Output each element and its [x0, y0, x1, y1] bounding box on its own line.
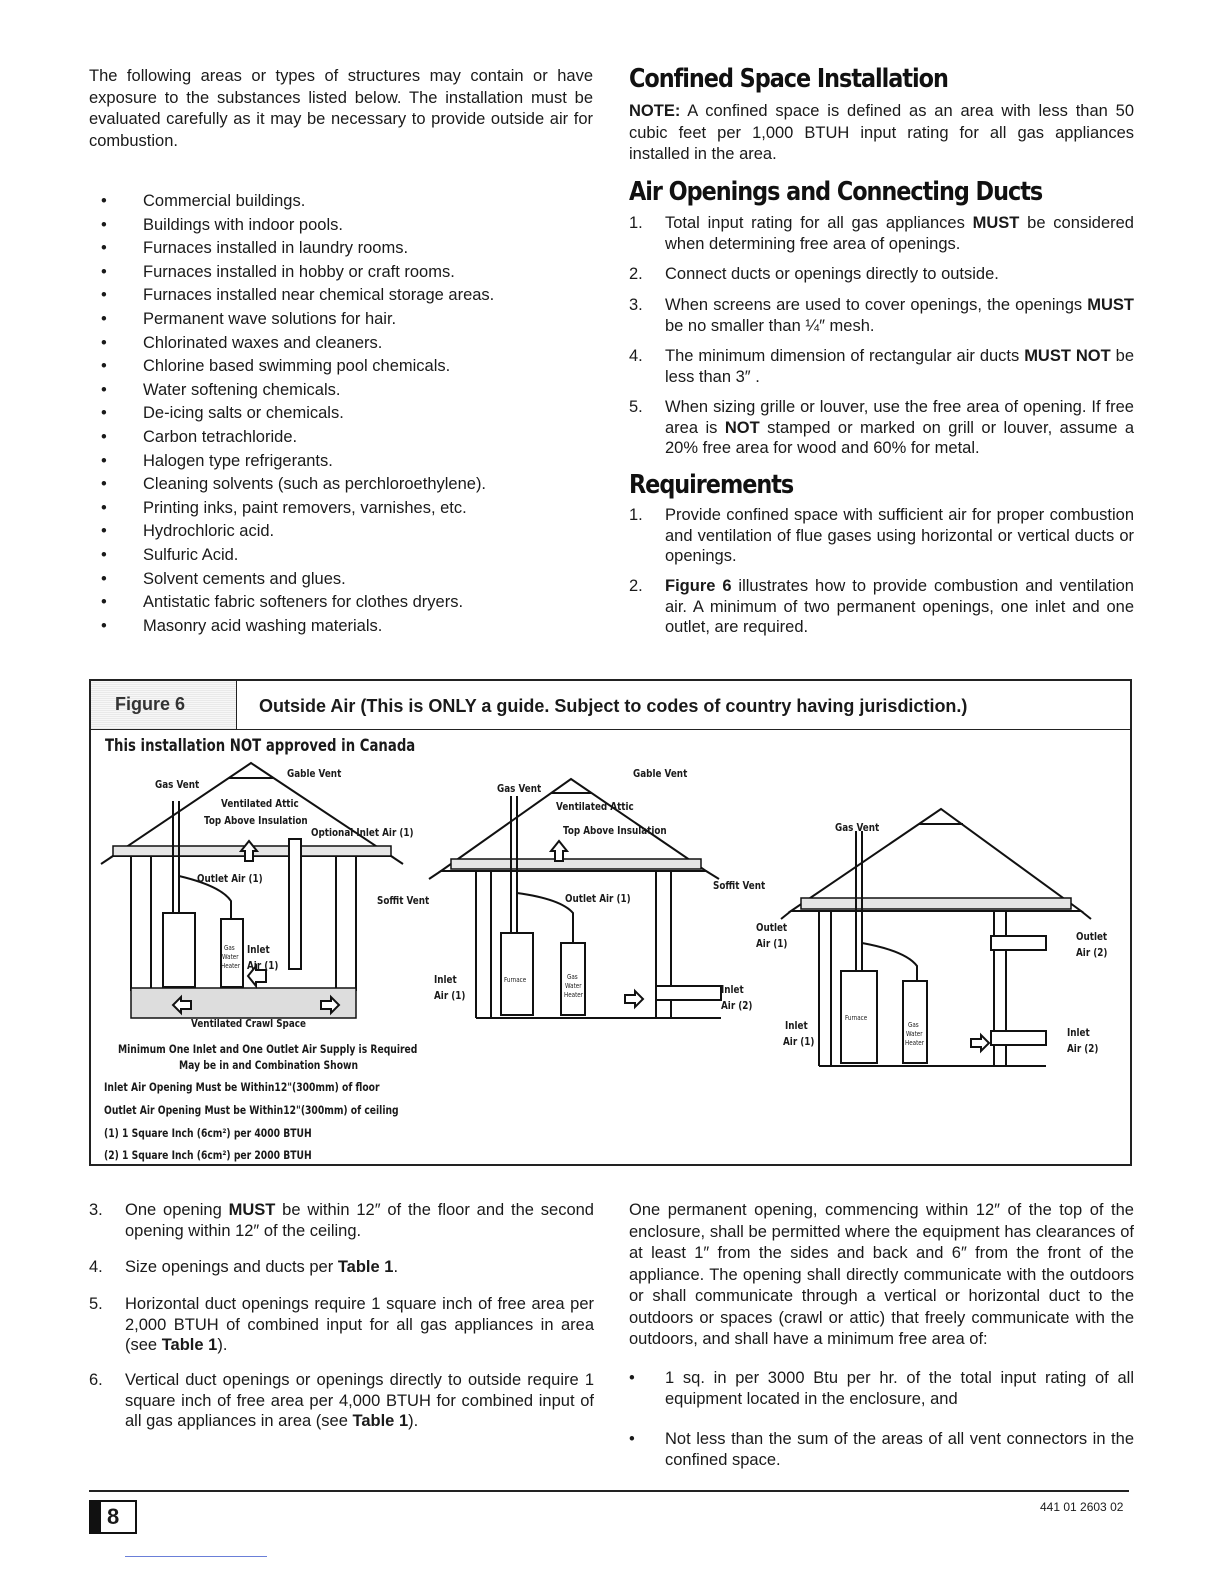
bullet-dot: •	[101, 428, 107, 446]
list-item-text: Buildings with indoor pools.	[143, 215, 343, 234]
h1-top-above-insulation: Top Above Insulation	[204, 814, 308, 827]
h3-heater-label: Heater	[905, 1039, 925, 1047]
list-item-text: Cleaning solvents (such as perchloroethylene).	[143, 475, 487, 494]
item-text-pre: Vertical duct openings or openings directly to outside require 1 square inch of free area per 4,000 BTUH for combined input of all gas appliances in area (see	[125, 1371, 594, 1430]
bullet-dot: •	[101, 262, 107, 281]
house-3-drawing	[781, 809, 1091, 1066]
h1-heater-label: Heater	[221, 962, 241, 970]
item-text	[665, 295, 1134, 336]
requirements-heading: Requirements	[629, 470, 794, 500]
note-5: (1) 1 Square Inch (6cm²) per 4000 BTUH	[104, 1126, 312, 1140]
item-text-post: stamped or marked on grill or louver, assume a 20% free area for wood and 60% for metal.	[665, 418, 1135, 457]
item-text-bold: MUST	[228, 1201, 276, 1219]
item-number: 1.	[629, 506, 643, 524]
item-number: 2.	[629, 265, 643, 283]
air-heading-wrap	[629, 177, 1109, 207]
list-item-text: Antistatic fabric softeners for clothes dryers.	[143, 593, 464, 612]
item-text	[665, 346, 1134, 387]
h1-ventilated-crawl: Ventilated Crawl Space	[191, 1017, 306, 1030]
item-text-post: Provide confined space with sufficient air for proper combustion and ventilation of flue gases using horizontal or vertical ducts or openings.	[665, 506, 1134, 565]
h1-outlet-air: Outlet Air (1)	[197, 872, 263, 885]
page-number-box	[89, 1500, 137, 1534]
item-text-pre: When screens are used to cover openings, the openings	[665, 296, 1088, 314]
h2-gas-label: Gas	[567, 973, 578, 981]
document-code: 441 01 2603 02	[1040, 1500, 1124, 1514]
footer-rule	[89, 1490, 1129, 1492]
bullet-dot: •	[629, 1430, 635, 1448]
note-text: A confined space is defined as an area with less than 50 cubic feet per 1,000 BTUH input rating for all gas appliances installed in the area.	[629, 102, 1134, 163]
item-text-bold: Figure 6	[665, 577, 732, 595]
h2-inlet-left: Inlet	[434, 973, 457, 986]
item-text-pre: Size openings and ducts per	[125, 1258, 338, 1276]
bullet-dot: •	[101, 404, 107, 423]
item-number: 6.	[89, 1371, 103, 1389]
req-heading-wrap	[629, 470, 820, 500]
h3-outlet: Outlet	[756, 921, 788, 934]
bullet-dot: •	[101, 475, 107, 494]
intro-paragraph: The following areas or types of structures may contain or have exposure to the substances listed below. The installation must be evaluated carefully as it may be necessary to provide outside air for combustion.	[89, 67, 593, 150]
h3-air-2-bottom: Air (2)	[1067, 1042, 1099, 1055]
item-text	[125, 1370, 594, 1432]
h3-gas-vent: Gas Vent	[835, 821, 880, 834]
item-number: 1.	[629, 214, 643, 232]
list-item-text: Masonry acid washing materials.	[143, 616, 383, 635]
item-text-pre: One opening	[125, 1201, 229, 1219]
list-item-text: Halogen type refrigerants.	[143, 451, 333, 470]
item-text-post: ).	[217, 1336, 228, 1354]
item-text-bold: NOT	[724, 418, 760, 437]
item-text-pre: When sizing grille or louver, use the free area of opening. If free area is	[665, 398, 1134, 437]
h1-soffit-vent: Soffit Vent	[377, 894, 430, 907]
h1-optional-inlet: Optional Inlet Air (1)	[311, 826, 414, 839]
h3-furnace-label: Furnace	[845, 1014, 868, 1022]
figure-6	[89, 679, 1132, 1166]
item-text	[125, 1200, 594, 1241]
list-item-text: De-icing salts or chemicals.	[143, 404, 344, 423]
h2-soffit-vent: Soffit Vent	[713, 879, 766, 892]
h3-inlet-right: Inlet	[1067, 1026, 1090, 1039]
item-number: 5.	[629, 398, 643, 416]
h2-gas-vent: Gas Vent	[497, 782, 542, 795]
note-1: Minimum One Inlet and One Outlet Air Supply is Required	[118, 1042, 418, 1056]
item-text-post: ).	[408, 1412, 419, 1430]
h1-gas-vent: Gas Vent	[155, 778, 200, 791]
item-text	[125, 1257, 594, 1278]
item-number: 4.	[629, 347, 643, 365]
note-3: Inlet Air Opening Must be Within12"(300mm) of floor	[104, 1080, 380, 1094]
list-item-text: 1 sq. in per 3000 Btu per hr. of the total input rating of all equipment located in the enclosure, and	[665, 1369, 1134, 1408]
list-item-text: Solvent cements and glues.	[143, 569, 346, 588]
h2-air-2: Air (2)	[721, 999, 753, 1012]
confined-note	[629, 101, 1134, 166]
h1-gable-vent: Gable Vent	[287, 767, 342, 780]
h2-furnace-label: Furnace	[504, 976, 527, 984]
page-number-shadow	[91, 1502, 101, 1532]
h2-gable-vent: Gable Vent	[633, 767, 688, 780]
h1-water-label: Water	[222, 953, 239, 961]
list-item-text: Sulfuric Acid.	[143, 546, 239, 564]
h2-inlet-right: Inlet	[721, 983, 744, 996]
bullet-dot: •	[101, 286, 107, 305]
item-text-bold: Table 1	[161, 1336, 218, 1354]
list-item-text: Not less than the sum of the areas of all vent connectors in the confined space.	[665, 1430, 1134, 1469]
item-number: 3.	[89, 1201, 103, 1219]
list-item-text: Carbon tetrachloride.	[143, 428, 298, 446]
note-2: May be in and Combination Shown	[179, 1058, 359, 1072]
bullet-dot: •	[629, 1369, 635, 1387]
figure-title: Outside Air (This is ONLY a guide. Subject to codes of country having jurisdiction.)	[259, 696, 968, 716]
item-text-post: illustrates how to provide combustion and ventilation air. A minimum of two permanent openings, one inlet and one outlet, are required.	[665, 577, 1134, 636]
list-item-text: Chlorine based swimming pool chemicals.	[143, 357, 451, 376]
item-text-bold: Table 1	[337, 1258, 394, 1276]
bullet-dot: •	[101, 357, 107, 376]
bullet-dot: •	[101, 522, 107, 541]
h3-water-label: Water	[906, 1030, 923, 1038]
h3-gas-label: Gas	[908, 1021, 919, 1029]
item-text	[665, 397, 1134, 459]
h2-ventilated-attic: Ventilated Attic	[556, 800, 634, 813]
bullet-dot: •	[101, 498, 107, 517]
item-text	[665, 213, 1134, 254]
h2-heater-label: Heater	[564, 991, 584, 999]
bullet-dot: •	[101, 616, 107, 635]
bullet-dot: •	[101, 239, 107, 258]
list-item-text: Water softening chemicals.	[143, 380, 341, 399]
item-text-bold: MUST	[1087, 296, 1134, 314]
h3-air-2-top: Air (2)	[1076, 946, 1108, 959]
h3-air-1-top: Air (1)	[756, 937, 788, 950]
bullet-dot: •	[101, 569, 107, 588]
list-item-text: Chlorinated waxes and cleaners.	[143, 333, 383, 352]
confined-heading-wrap	[629, 64, 1000, 94]
bullet-dot: •	[101, 215, 107, 234]
list-item-text: Furnaces installed near chemical storage areas.	[143, 286, 495, 305]
item-text-bold: MUST	[972, 214, 1020, 232]
item-text-post: be within 12″ of the floor and the second opening within 12″ of the ceiling.	[125, 1201, 594, 1240]
h1-inlet: Inlet	[247, 943, 270, 956]
h3-air-1-bottom: Air (1)	[783, 1035, 815, 1048]
item-text	[125, 1294, 594, 1356]
bullet-dot: •	[101, 546, 107, 564]
note-4: Outlet Air Opening Must be Within12"(300mm) of ceiling	[104, 1103, 399, 1117]
item-text-pre: Horizontal duct openings require 1 square inch of free area per 2,000 BTUH of combined input for all gas appliances in area (see	[125, 1295, 594, 1354]
figure-subtitle: This installation NOT approved in Canada	[105, 736, 416, 756]
item-number: 5.	[89, 1295, 103, 1313]
confined-heading: Confined Space Installation	[629, 64, 948, 94]
h1-air-1: Air (1)	[247, 959, 279, 972]
item-text-pre: The minimum dimension of rectangular air ducts	[665, 347, 1025, 365]
item-text-bold: Table 1	[352, 1412, 409, 1430]
item-text-pre: Connect ducts or openings directly to outside.	[665, 265, 999, 283]
note-6: (2) 1 Square Inch (6cm²) per 2000 BTUH	[104, 1148, 312, 1162]
item-text-post: be no smaller than ¼″ mesh.	[665, 316, 875, 335]
item-text-post: be considered when determining free area of openings.	[665, 214, 1134, 253]
h1-ventilated-attic: Ventilated Attic	[221, 797, 299, 810]
list-item-text: Permanent wave solutions for hair.	[143, 310, 397, 328]
bullet-dot: •	[101, 192, 107, 210]
h2-outlet-air: Outlet Air (1)	[565, 892, 631, 905]
item-text	[665, 576, 1134, 638]
item-text-post: be less than 3″ .	[665, 347, 1134, 386]
h2-top-above-insulation: Top Above Insulation	[563, 824, 667, 837]
h3-outlet-right: Outlet	[1076, 930, 1108, 943]
h2-water-label: Water	[565, 982, 582, 990]
list-item-text: Hydrochloric acid.	[143, 522, 275, 541]
item-number: 3.	[629, 296, 643, 314]
item-text-bold: MUST NOT	[1024, 347, 1111, 365]
bullet-dot: •	[101, 333, 107, 352]
list-item-text: Printing inks, paint removers, varnishes, etc.	[143, 498, 467, 517]
list-item-text: Commercial buildings.	[143, 192, 306, 210]
h1-gas-label: Gas	[224, 944, 235, 952]
figure-tab-label: Figure 6	[115, 694, 186, 714]
bullet-dot: •	[101, 451, 107, 470]
list-item-text: Furnaces installed in hobby or craft rooms.	[143, 262, 455, 281]
item-number: 4.	[89, 1258, 103, 1276]
h3-inlet-left: Inlet	[785, 1019, 808, 1032]
h2-air-1: Air (1)	[434, 989, 466, 1002]
right-paragraph: One permanent opening, commencing within 12″ of the top of the enclosure, shall be permitted where the equipment has clearances of at least 1″ from the sides and back and 6″ from the front of the appliance. The opening shall directly communicate with the outdoors or shall communicate through a vertical or horizontal duct to the outdoors or spaces (crawl or attic) that freely communicate with the outdoors, and shall have a minimum free area of:	[629, 1201, 1134, 1348]
bullet-dot: •	[101, 593, 107, 612]
item-text-pre: Total input rating for all gas appliances	[665, 214, 973, 232]
item-text	[665, 505, 1134, 567]
air-openings-heading: Air Openings and Connecting Ducts	[629, 177, 1043, 207]
page-number: 8	[107, 1504, 120, 1529]
bullet-dot: •	[101, 310, 107, 328]
bottom-link-line	[125, 1556, 267, 1557]
note-label: NOTE:	[629, 102, 681, 120]
item-text-post: .	[393, 1258, 399, 1276]
item-number: 2.	[629, 577, 643, 595]
list-item-text: Furnaces installed in laundry rooms.	[143, 239, 409, 258]
item-text	[665, 264, 1134, 285]
bullet-dot: •	[101, 380, 107, 399]
